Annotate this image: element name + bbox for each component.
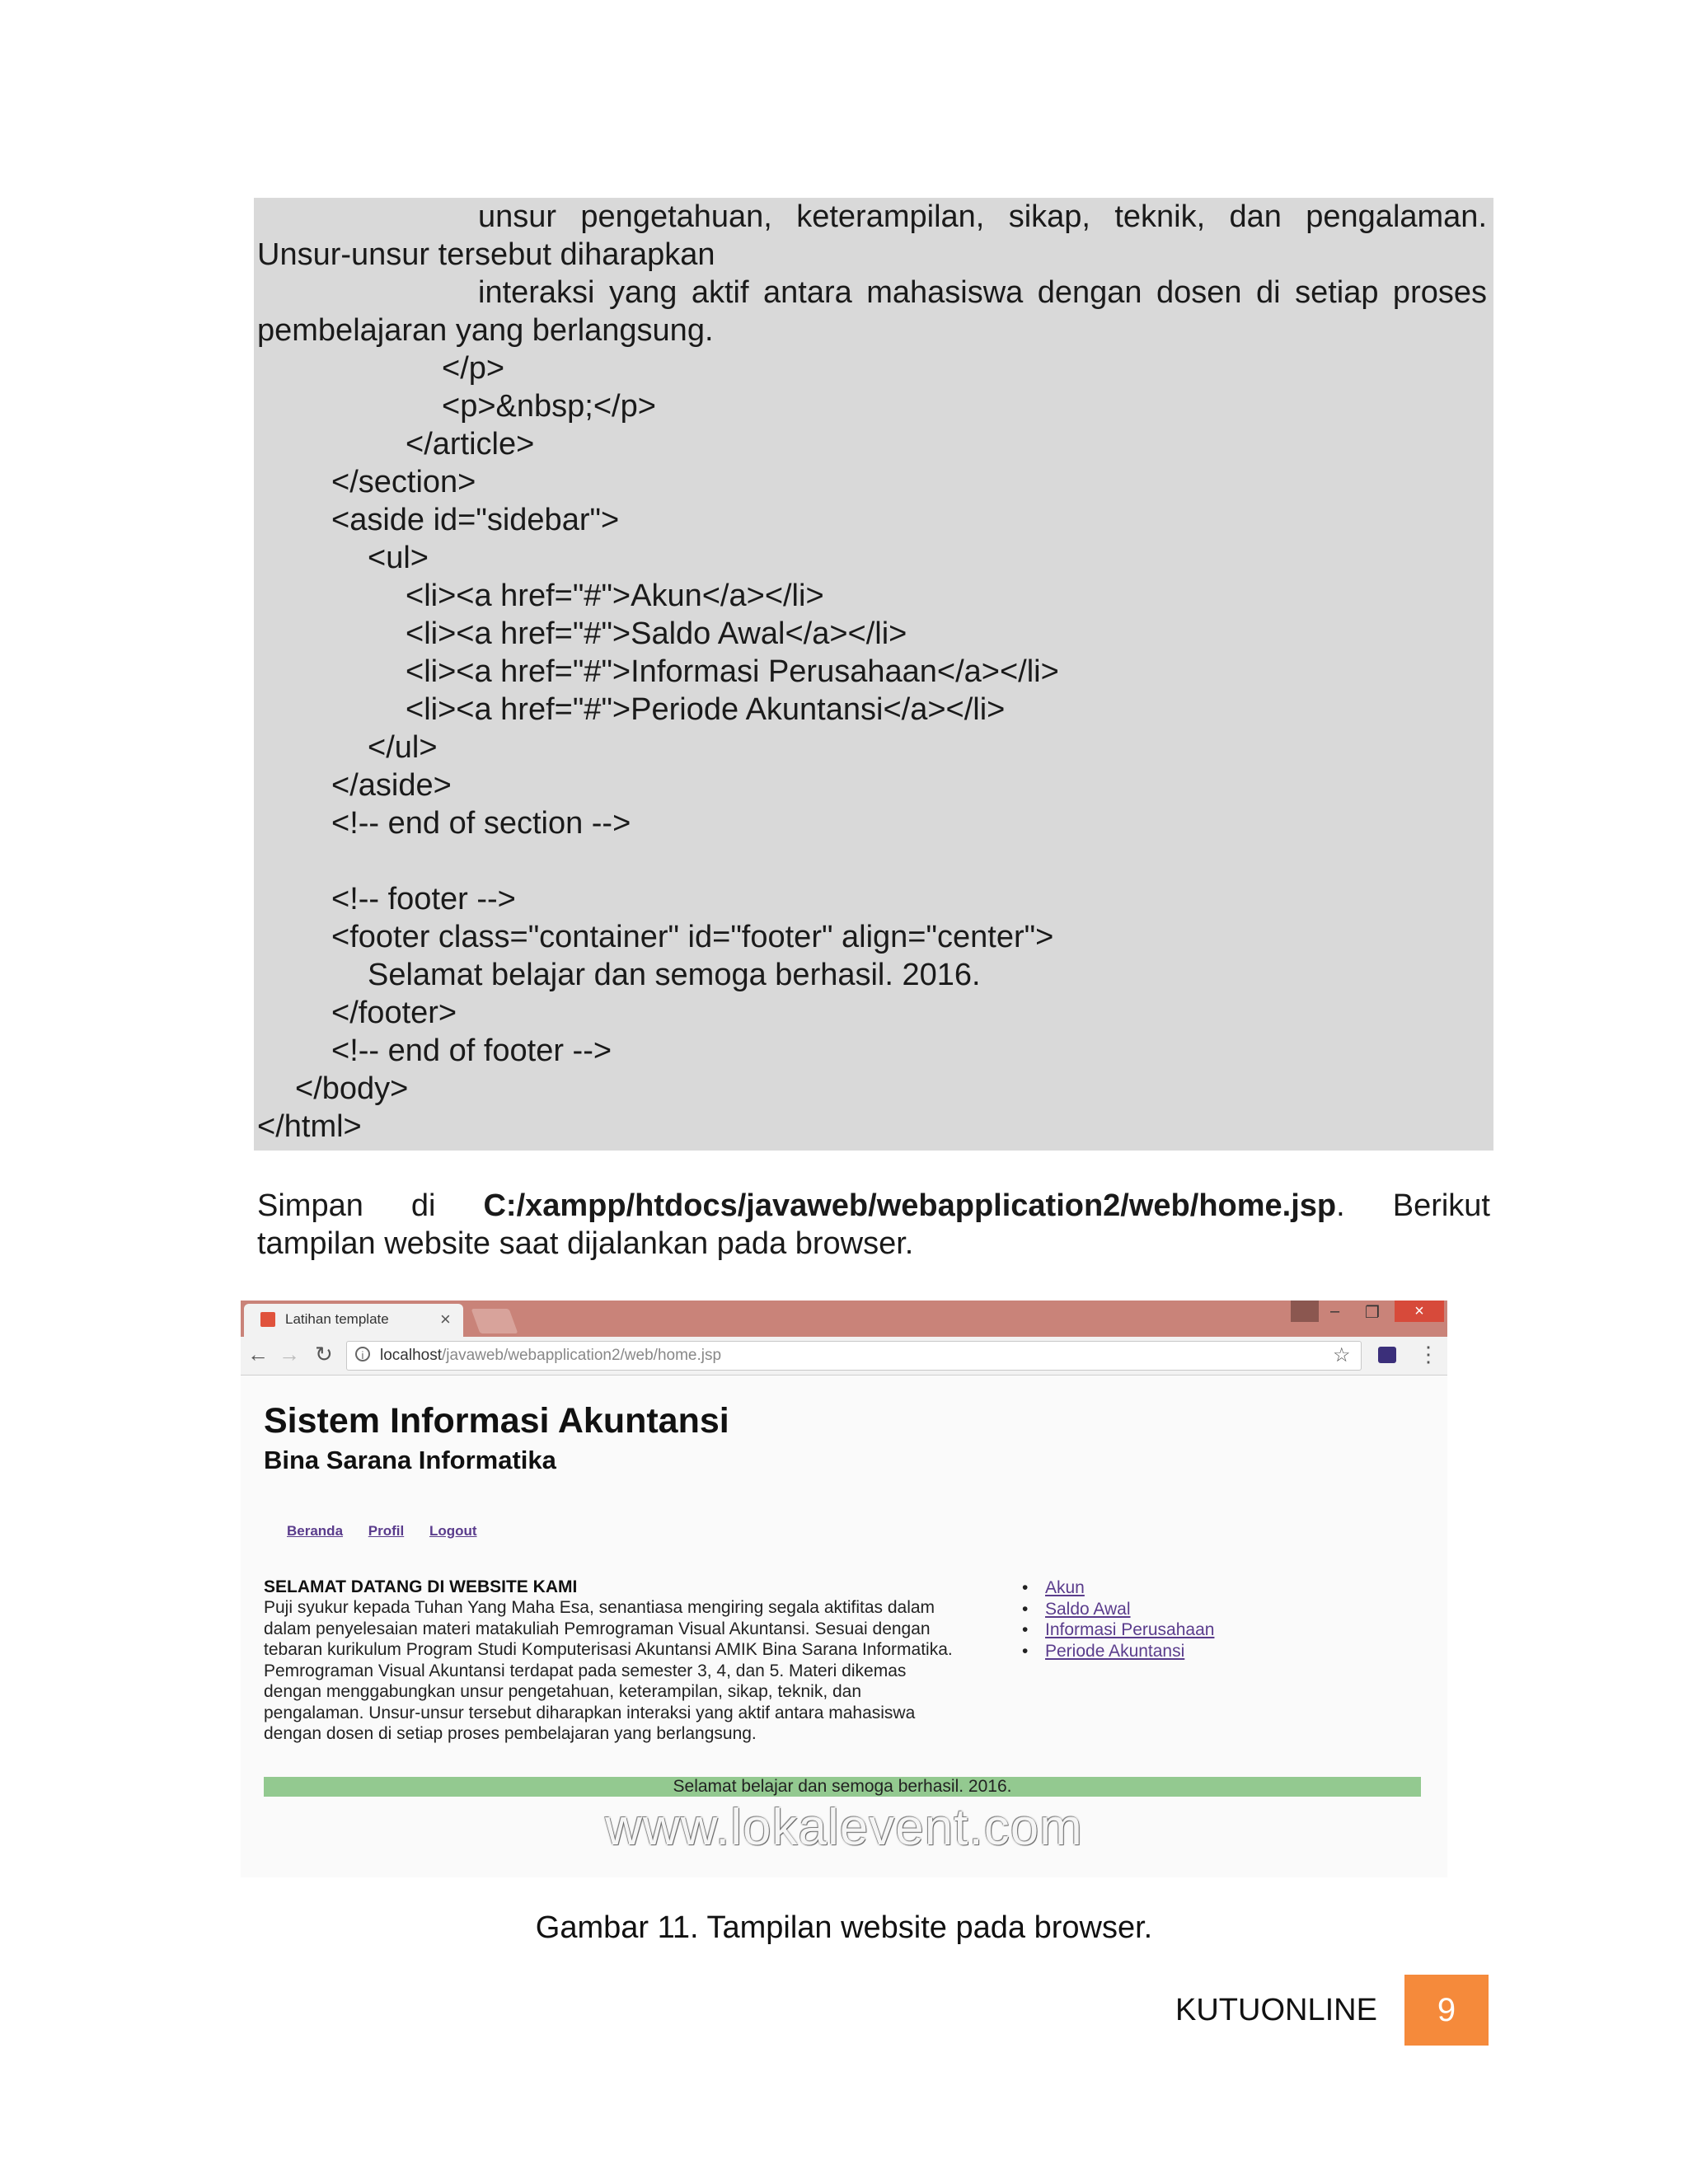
sidebar-link[interactable]: Periode Akuntansi <box>1045 1641 1185 1661</box>
code-line: Unsur-unsur tersebut diharapkan <box>257 237 715 272</box>
window-close-icon[interactable]: × <box>1395 1301 1444 1322</box>
sidebar-item-akun <box>1022 1577 1214 1599</box>
welcome-line: dengan dosen di setiap proses pembelajaran yang berlangsung. <box>264 1724 757 1743</box>
info-icon[interactable]: i <box>355 1347 370 1361</box>
sidebar-link[interactable]: Akun <box>1045 1578 1085 1597</box>
code-line: <footer class="container" id="footer" align="center"> <box>331 920 1054 954</box>
sidebar-list <box>1022 1577 1214 1661</box>
reload-icon[interactable]: ↻ <box>315 1342 333 1366</box>
extension-icon[interactable] <box>1378 1347 1396 1363</box>
site-footer: Selamat belajar dan semoga berhasil. 2016. <box>264 1777 1421 1797</box>
code-line: </html> <box>257 1109 362 1144</box>
code-line: </section> <box>331 465 476 499</box>
code-line: <p>&nbsp;</p> <box>442 389 656 424</box>
url-host: localhost <box>380 1347 442 1364</box>
sidebar-link[interactable]: Saldo Awal <box>1045 1599 1131 1619</box>
code-line: Selamat belajar dan semoga berhasil. 2016. <box>368 958 981 992</box>
watermark: www.lokalevent.com <box>605 1799 1083 1856</box>
code-line: <ul> <box>368 541 429 575</box>
paragraph-before: Simpan di <box>257 1188 484 1223</box>
code-line: <li><a href="#">Informasi Perusahaan</a></li> <box>406 654 1059 689</box>
nav-link-beranda[interactable]: Beranda <box>287 1523 344 1539</box>
minimize-icon[interactable]: – <box>1330 1302 1340 1320</box>
code-line: <!-- end of footer --> <box>331 1033 612 1068</box>
new-tab-button[interactable] <box>471 1309 518 1333</box>
sidebar-item-informasi-perusahaan <box>1022 1619 1214 1641</box>
code-block <box>254 198 1493 1151</box>
welcome-line: tebaran kurikulum Program Studi Komputerisasi Akuntansi AMIK Bina Sarana Informatika. <box>264 1640 953 1659</box>
file-path: C:/xampp/htdocs/javaweb/webapplication2/web/home.jsp <box>483 1188 1337 1223</box>
nav-link-logout[interactable]: Logout <box>429 1523 477 1539</box>
tab-close-icon[interactable]: × <box>440 1309 451 1329</box>
code-line: <li><a href="#">Akun</a></li> <box>406 579 824 613</box>
browser-screenshot <box>241 1301 1447 1877</box>
welcome-line: Pemrograman Visual Akuntansi terdapat pada semester 3, 4, dan 5. Materi dikemas <box>264 1661 907 1680</box>
back-arrow-icon[interactable]: ← <box>247 1342 269 1366</box>
url-text <box>380 1347 721 1365</box>
code-line: <li><a href="#">Periode Akuntansi</a></li> <box>406 692 1006 727</box>
code-line: <!-- end of section --> <box>331 806 631 841</box>
code-line: interaksi yang aktif antara mahasiswa dengan dosen di setiap proses <box>478 275 1487 310</box>
tab-title: Latihan template <box>285 1311 389 1327</box>
star-icon[interactable]: ☆ <box>1333 1344 1351 1366</box>
footer-label: KUTUONLINE <box>1175 1993 1377 2027</box>
browser-tab[interactable] <box>244 1304 463 1337</box>
site-subtitle: Bina Sarana Informatika <box>264 1446 556 1474</box>
welcome-line: Puji syukur kepada Tuhan Yang Maha Esa, senantiasa mengiring segala aktifitas dalam <box>264 1598 935 1617</box>
figure-caption: Gambar 11. Tampilan website pada browser. <box>535 1910 1153 1945</box>
code-line: </footer> <box>331 996 457 1030</box>
site-nav <box>287 1523 499 1540</box>
code-line: </aside> <box>331 768 452 803</box>
profile-icon[interactable] <box>1291 1301 1319 1322</box>
sidebar-item-periode-akuntansi <box>1022 1641 1214 1662</box>
code-line: pembelajaran yang berlangsung. <box>257 313 714 348</box>
nav-link-profil[interactable]: Profil <box>368 1523 405 1539</box>
code-line: <aside id="sidebar"> <box>331 503 620 537</box>
page-number: 9 <box>1404 1975 1489 2046</box>
sidebar-item-saldo-awal <box>1022 1599 1214 1620</box>
welcome-heading: SELAMAT DATANG DI WEBSITE KAMI <box>264 1577 578 1596</box>
welcome-line: dalam penyelesaian materi matakuliah Pemrograman Visual Akuntansi. Sesuai dengan <box>264 1619 931 1638</box>
code-line: <li><a href="#">Saldo Awal</a></li> <box>406 616 907 651</box>
welcome-line: dengan menggabungkan unsur pengetahuan, keterampilan, sikap, teknik, dan <box>264 1682 862 1701</box>
browser-toolbar <box>241 1337 1447 1376</box>
address-bar[interactable] <box>346 1341 1362 1371</box>
tab-bar <box>241 1301 1447 1337</box>
code-line: </body> <box>295 1071 409 1106</box>
paragraph-after: . Berikut <box>1336 1188 1490 1223</box>
code-line: </p> <box>442 351 505 386</box>
forward-arrow-icon[interactable]: → <box>279 1342 300 1366</box>
paragraph-line-1 <box>257 1187 1490 1225</box>
code-line: </ul> <box>368 730 438 765</box>
site-title: Sistem Informasi Akuntansi <box>264 1401 729 1441</box>
paragraph-line-2: tampilan website saat dijalankan pada browser. <box>257 1226 914 1261</box>
welcome-text <box>264 1597 1022 1745</box>
favicon-icon <box>260 1312 275 1327</box>
url-path: /javaweb/webapplication2/web/home.jsp <box>442 1347 722 1364</box>
code-line: unsur pengetahuan, keterampilan, sikap, teknik, dan pengalaman. <box>478 199 1487 234</box>
menu-icon[interactable]: ⋮ <box>1418 1342 1439 1366</box>
maximize-icon[interactable]: ❐ <box>1365 1304 1380 1322</box>
welcome-line: pengalaman. Unsur-unsur tersebut diharapkan interaksi yang aktif antara mahasiswa <box>264 1703 916 1722</box>
code-line: <!-- footer --> <box>331 882 516 916</box>
sidebar-link[interactable]: Informasi Perusahaan <box>1045 1620 1215 1639</box>
code-line: </article> <box>406 427 535 462</box>
body-paragraph <box>257 1187 1490 1263</box>
